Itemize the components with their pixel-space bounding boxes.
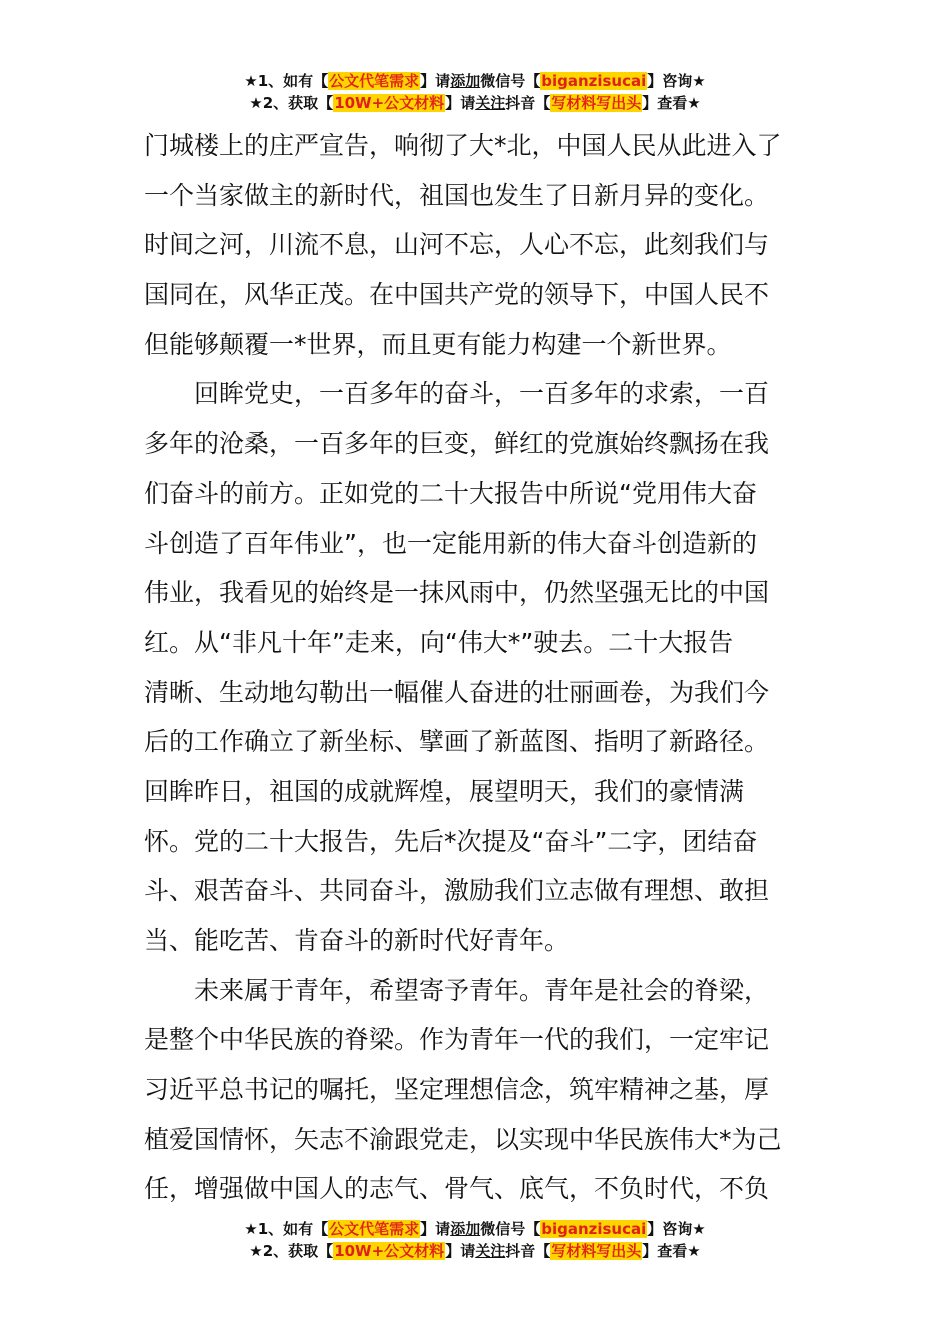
banner-text: ★1、如有【: [244, 72, 329, 90]
banner-text: 】咨询★: [647, 1220, 706, 1238]
banner-highlight: 公文代笔需求: [329, 72, 420, 90]
banner-highlight: biganzisucai: [541, 1220, 647, 1238]
text-line: 习近平总书记的嘱托，坚定理想信念，筑牢精神之基，厚: [144, 1075, 770, 1105]
text-line: 植爱国情怀，矢志不渝跟党走，以实现中华民族伟大*为己: [144, 1124, 782, 1154]
banner-highlight: 10W+公文材料: [334, 1242, 445, 1260]
text-line: 当、能吃苦、肯奋斗的新时代好青年。: [144, 926, 570, 955]
banner-line-1: [0, 70, 950, 92]
text-line: 怀。党的二十大报告，先后*次提及“奋斗”二字，团结奋: [144, 826, 758, 856]
text-line: 斗、艰苦奋斗、共同奋斗，激励我们立志做有理想、敢担: [144, 876, 770, 906]
banner-text: ★2、获取【: [249, 94, 334, 112]
text-line: 一个当家做主的新时代，祖国也发生了日新月异的变化。: [144, 180, 770, 210]
document-body: [144, 121, 814, 1214]
banner-text: 抖音【: [505, 1242, 551, 1260]
banner-highlight: 写材料写出头: [551, 1242, 642, 1260]
paragraph-start-line: 未来属于青年，希望寄予青年。青年是社会的脊梁，: [194, 975, 770, 1005]
banner-text: ★1、如有【: [244, 1220, 329, 1238]
paragraph-start-line: 回眸党史，一百多年的奋斗，一百多年的求索，一百: [194, 379, 770, 409]
banner-text: 】查看★: [642, 1242, 701, 1260]
banner-text: 微信号【: [480, 1220, 541, 1238]
banner-text: ★2、获取【: [249, 1242, 334, 1260]
text-line: 国同在，风华正茂。在中国共产党的领导下，中国人民不: [144, 280, 770, 310]
text-line: 回眸昨日，祖国的成就辉煌，展望明天，我们的豪情满: [144, 776, 745, 806]
banner-text: 抖音【: [505, 94, 551, 112]
text-line: 任，增强做中国人的志气、骨气、底气，不负时代，不负: [144, 1174, 770, 1204]
text-line: 斗创造了百年伟业”，也一定能用新的伟大奋斗创造新的: [144, 528, 757, 558]
text-line: 清晰、生动地勾勒出一幅催人奋进的壮丽画卷，为我们今: [144, 677, 770, 707]
banner-underline-text: 关注: [475, 94, 506, 112]
banner-text: 】请: [420, 1220, 451, 1238]
text-line: 们奋斗的前方。正如党的二十大报告中所说“党用伟大奋: [144, 478, 757, 508]
text-line: 是整个中华民族的脊梁。作为青年一代的我们，一定牢记: [144, 1025, 770, 1055]
banner-line-2: [0, 1240, 950, 1262]
banner-highlight: 10W+公文材料: [334, 94, 445, 112]
text-line: 红。从“非凡十年”走来，向“伟大*”驶去。二十大报告: [144, 627, 734, 657]
text-line: 多年的沧桑，一百多年的巨变，鲜红的党旗始终飘扬在我: [144, 429, 770, 459]
banner-highlight: 写材料写出头: [551, 94, 642, 112]
banner-text: 微信号【: [480, 72, 541, 90]
banner-line-1: [0, 1218, 950, 1240]
banner-text: 】咨询★: [647, 72, 706, 90]
banner-line-2: [0, 92, 950, 114]
banner-underline-text: 添加: [450, 72, 481, 90]
text-line: 但能够颠覆一*世界，而且更有能力构建一个新世界。: [144, 329, 732, 359]
banner-underline-text: 添加: [450, 1220, 481, 1238]
text-line: 伟业，我看见的始终是一抹风雨中，仍然坚强无比的中国: [144, 578, 770, 608]
text-line: 门城楼上的庄严宣告，响彻了大*北，中国人民从此进入了: [144, 131, 782, 160]
banner-text: 】请: [445, 1242, 476, 1260]
banner-highlight: 公文代笔需求: [329, 1220, 420, 1238]
banner-text: 】请: [445, 94, 476, 112]
banner-text: 】请: [420, 72, 451, 90]
footer-banner: [0, 1218, 950, 1262]
text-line: 后的工作确立了新坐标、擘画了新蓝图、指明了新路径。: [144, 727, 770, 757]
banner-text: 】查看★: [642, 94, 701, 112]
text-line: 时间之河，川流不息，山河不忘，人心不忘，此刻我们与: [144, 230, 770, 260]
header-banner: [0, 70, 950, 114]
banner-highlight: biganzisucai: [541, 72, 647, 90]
banner-underline-text: 关注: [475, 1242, 506, 1260]
